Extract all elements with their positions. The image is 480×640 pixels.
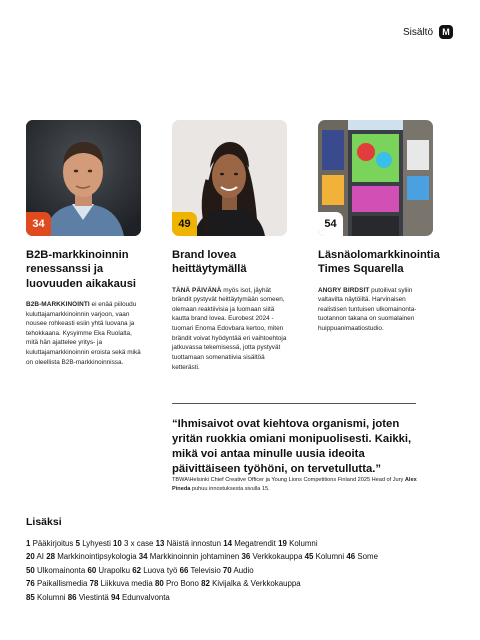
section-title: Sisältö: [402, 26, 433, 38]
contents-label: Kivijalka & Verkkokauppa: [212, 579, 301, 589]
contents-label: Pääkirjoitus: [32, 539, 74, 548]
contents-page-number: 62: [132, 565, 141, 575]
contents-label: Some: [357, 552, 378, 562]
contents-item[interactable]: [132, 566, 177, 575]
contents-label: Ulkomainonta: [36, 565, 86, 575]
contents-item[interactable]: [68, 593, 109, 602]
contents-item[interactable]: [223, 539, 276, 548]
contents-label: Liikkuva media: [100, 579, 153, 589]
more-contents-heading: Lisäksi: [26, 516, 62, 528]
contents-label: AI: [36, 552, 45, 562]
contents-label: Televisio: [190, 565, 221, 575]
contents-page-number: 45: [304, 552, 314, 562]
more-contents-list: [26, 537, 446, 604]
contents-page-number: 5: [75, 539, 80, 548]
contents-page-number: 28: [46, 552, 55, 562]
contents-item[interactable]: [76, 539, 111, 548]
article-image: [172, 120, 287, 236]
article-lead: TÄNÄ PÄIVÄNÄ: [172, 286, 222, 294]
contents-page-number: 13: [155, 539, 165, 548]
contents-item[interactable]: [26, 539, 73, 548]
article-summary: [172, 286, 287, 372]
contents-label: Lyhyesti: [82, 539, 111, 548]
contents-page-number: 78: [89, 579, 99, 589]
contents-item[interactable]: [346, 552, 378, 561]
contents-page-number: 10: [113, 539, 122, 548]
article-image: [26, 120, 141, 236]
magazine-logo: M: [439, 25, 453, 39]
contents-label: Pro Bono: [166, 579, 199, 589]
quote-credit: [172, 476, 422, 493]
contents-item[interactable]: [26, 552, 44, 561]
quote-divider: [172, 403, 416, 404]
credit-name: Alex Pineda: [172, 477, 417, 492]
contents-item[interactable]: [278, 539, 318, 548]
contents-page-number: 85: [26, 592, 35, 602]
contents-item[interactable]: [26, 566, 85, 575]
contents-page-number: 94: [111, 592, 120, 602]
contents-label: Kolumni: [36, 592, 66, 602]
contents-label: Näistä innostun: [166, 539, 222, 548]
contents-label: Verkkokauppa: [252, 552, 303, 562]
page-number-badge: 34: [26, 212, 51, 236]
article-body-text: putoilivat syliin valtavilta näytöiltä. Harvinaisen realistisen tuntuisen ulkomainonta-tuotannon takana on suomalainen huippuanimaatiostudio.: [318, 286, 417, 333]
contents-page-number: 36: [241, 552, 251, 562]
article-lead: B2B-MARKKINOINTI: [26, 300, 90, 308]
page-header: [403, 25, 453, 39]
article-card[interactable]: [172, 120, 287, 372]
contents-page-number: 76: [26, 579, 35, 589]
contents-label: Paikallismedia: [36, 579, 88, 589]
contents-item[interactable]: [113, 539, 153, 548]
contents-label: Kolumni: [289, 539, 318, 548]
contents-page-number: 60: [87, 565, 97, 575]
contents-item[interactable]: [155, 579, 199, 588]
contents-page-number: 70: [222, 565, 232, 575]
article-body-text: ei enää piiloudu kuluttajamarkkinoinnin varjoon, vaan nousee rohkeasti esiin yhtä luovana ja tehokkaana. Kysyimme Eka Ruolalta, mitä hän ajattelee yritys- ja kuluttajamarkkinoinnin eroista sekä mikä on oleellista B2B-markkinoinnissa.: [26, 300, 141, 366]
contents-label: Urapolku: [98, 565, 130, 575]
article-body-text: myös isot, jäyhät brändit pystyvät heittäytymään someen, olemaan reaktiivisia ja luomaan siitä kautta brand lovea. Eurobest 2024 -tuomari Enoma Edovbara kertoo, miten brändit voivat hyödyntää eri vaihtoehtoja jatkuvassa tekemisessä, jotta pystyvät tuottamaan somenatiivia sisältöä ketterästi.: [172, 286, 287, 371]
page-number-badge: 54: [318, 212, 343, 236]
contents-item[interactable]: [87, 566, 130, 575]
article-title[interactable]: Brand lovea heittäytymällä: [172, 249, 247, 276]
contents-label: Luova työ: [143, 565, 178, 575]
contents-page-number: 82: [201, 579, 210, 589]
contents-label: Megatrendit: [234, 539, 276, 548]
contents-item[interactable]: [201, 579, 301, 588]
contents-page-number: 80: [155, 579, 164, 589]
contents-item[interactable]: [111, 593, 170, 602]
contents-page-number: 14: [223, 539, 232, 548]
article-image: [318, 120, 433, 236]
credit-prefix: TBWA\Helsinki Chief Creative Officer ja Young Lions Competitions Finland 2025 Head of Jury: [172, 477, 405, 483]
contents-label: Kolumni: [315, 552, 345, 562]
page-number-badge: 49: [172, 212, 197, 236]
contents-label: Markkinoinnin johtaminen: [149, 552, 240, 562]
contents-item[interactable]: [26, 579, 87, 588]
contents-item[interactable]: [305, 552, 345, 561]
contents-label: 3 x case: [124, 539, 154, 548]
contents-page-number: 1: [26, 539, 31, 548]
contents-page-number: 46: [346, 552, 356, 562]
credit-suffix: puhuu innostuksesta sivulla 15.: [190, 485, 270, 492]
contents-item[interactable]: [46, 552, 136, 561]
contents-label: Edunvalvonta: [122, 592, 170, 602]
contents-item[interactable]: [90, 579, 153, 588]
article-title[interactable]: B2B-markkinoinnin renessanssi ja luovuuden aikakausi: [26, 249, 137, 290]
contents-page-number: 19: [278, 539, 287, 548]
contents-item[interactable]: [139, 552, 239, 561]
article-summary: [26, 300, 141, 367]
contents-item[interactable]: [180, 566, 221, 575]
article-card[interactable]: [26, 120, 141, 367]
contents-page-number: 50: [26, 565, 35, 575]
contents-item[interactable]: [241, 552, 302, 561]
contents-page-number: 20: [26, 552, 35, 562]
contents-label: Markkinointipsykologia: [57, 552, 137, 562]
contents-page-number: 66: [179, 565, 189, 575]
article-card[interactable]: [318, 120, 440, 334]
article-lead: ANGRY BIRDSIT: [318, 286, 370, 294]
contents-label: Viestintä: [78, 592, 109, 602]
contents-item[interactable]: [26, 593, 66, 602]
contents-page-number: 34: [138, 552, 148, 562]
contents-page-number: 86: [67, 592, 77, 602]
pull-quote: “Ihmisaivot ovat kiehtova organismi, joten yritän ruokkia omiani monipuolisesti. Kaikki, mikä voi antaa minulle uusia ideoita päivittäiseen työhöni, on tervetullutta.”: [172, 418, 412, 476]
contents-item[interactable]: [223, 566, 254, 575]
article-summary: [318, 286, 433, 334]
article-title[interactable]: Läsnäolomarkkinointia Times Squarella: [318, 249, 440, 276]
contents-label: Audio: [233, 565, 254, 575]
contents-item[interactable]: [156, 539, 221, 548]
